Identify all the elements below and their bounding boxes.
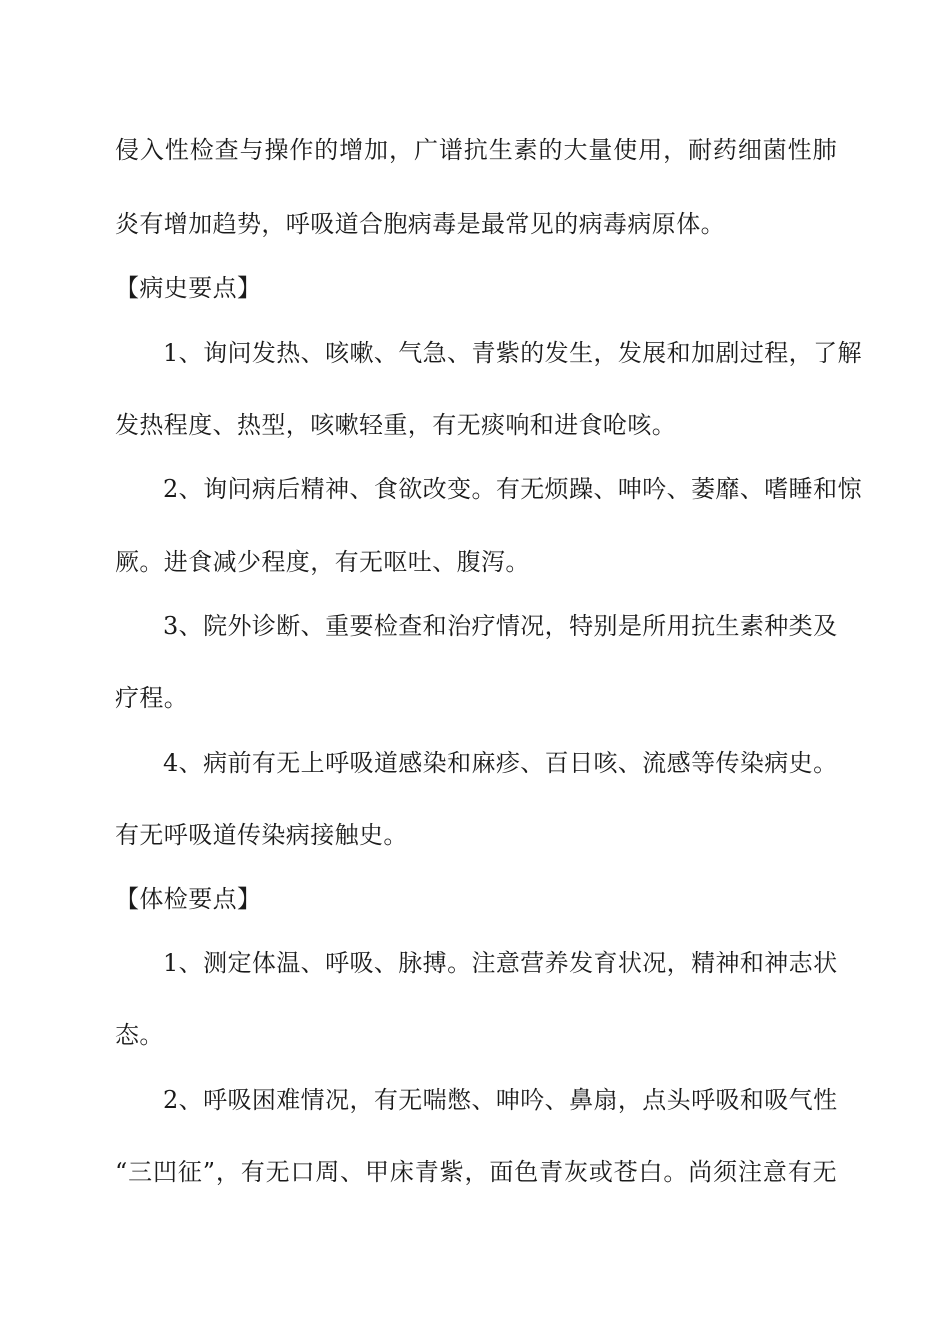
- text-line: 2、询问病后精神、食欲改变。有无烦躁、呻吟、萎靡、嗜睡和惊: [163, 475, 862, 503]
- text-line: 态。: [115, 1021, 164, 1049]
- text-line: 炎有增加趋势，呼吸道合胞病毒是最常见的病毒病原体。: [115, 210, 725, 238]
- text-line: 1、询问发热、咳嗽、气急、青紫的发生，发展和加剧过程，了解: [163, 339, 862, 367]
- text-line: 有无呼吸道传染病接触史。: [115, 821, 408, 849]
- text-line: 2、呼吸困难情况，有无喘憋、呻吟、鼻扇，点头呼吸和吸气性: [163, 1086, 838, 1114]
- text-line: “三凹征”，有无口周、甲床青紫，面色青灰或苍白。尚须注意有无: [115, 1158, 837, 1186]
- section-heading-history: 【病史要点】: [115, 274, 262, 302]
- text-line: 3、院外诊断、重要检查和治疗情况，特别是所用抗生素种类及: [163, 612, 838, 640]
- text-line: 4、病前有无上呼吸道感染和麻疹、百日咳、流感等传染病史。: [163, 749, 838, 777]
- text-line: 厥。进食减少程度，有无呕吐、腹泻。: [115, 548, 530, 576]
- text-line: 1、测定体温、呼吸、脉搏。注意营养发育状况，精神和神志状: [163, 949, 838, 977]
- text-line: 发热程度、热型，咳嗽轻重，有无痰响和进食呛咳。: [115, 411, 677, 439]
- text-line: 侵入性检查与操作的增加，广谱抗生素的大量使用，耐药细菌性肺: [115, 136, 837, 164]
- text-line: 疗程。: [115, 684, 189, 712]
- section-heading-exam: 【体检要点】: [115, 885, 262, 913]
